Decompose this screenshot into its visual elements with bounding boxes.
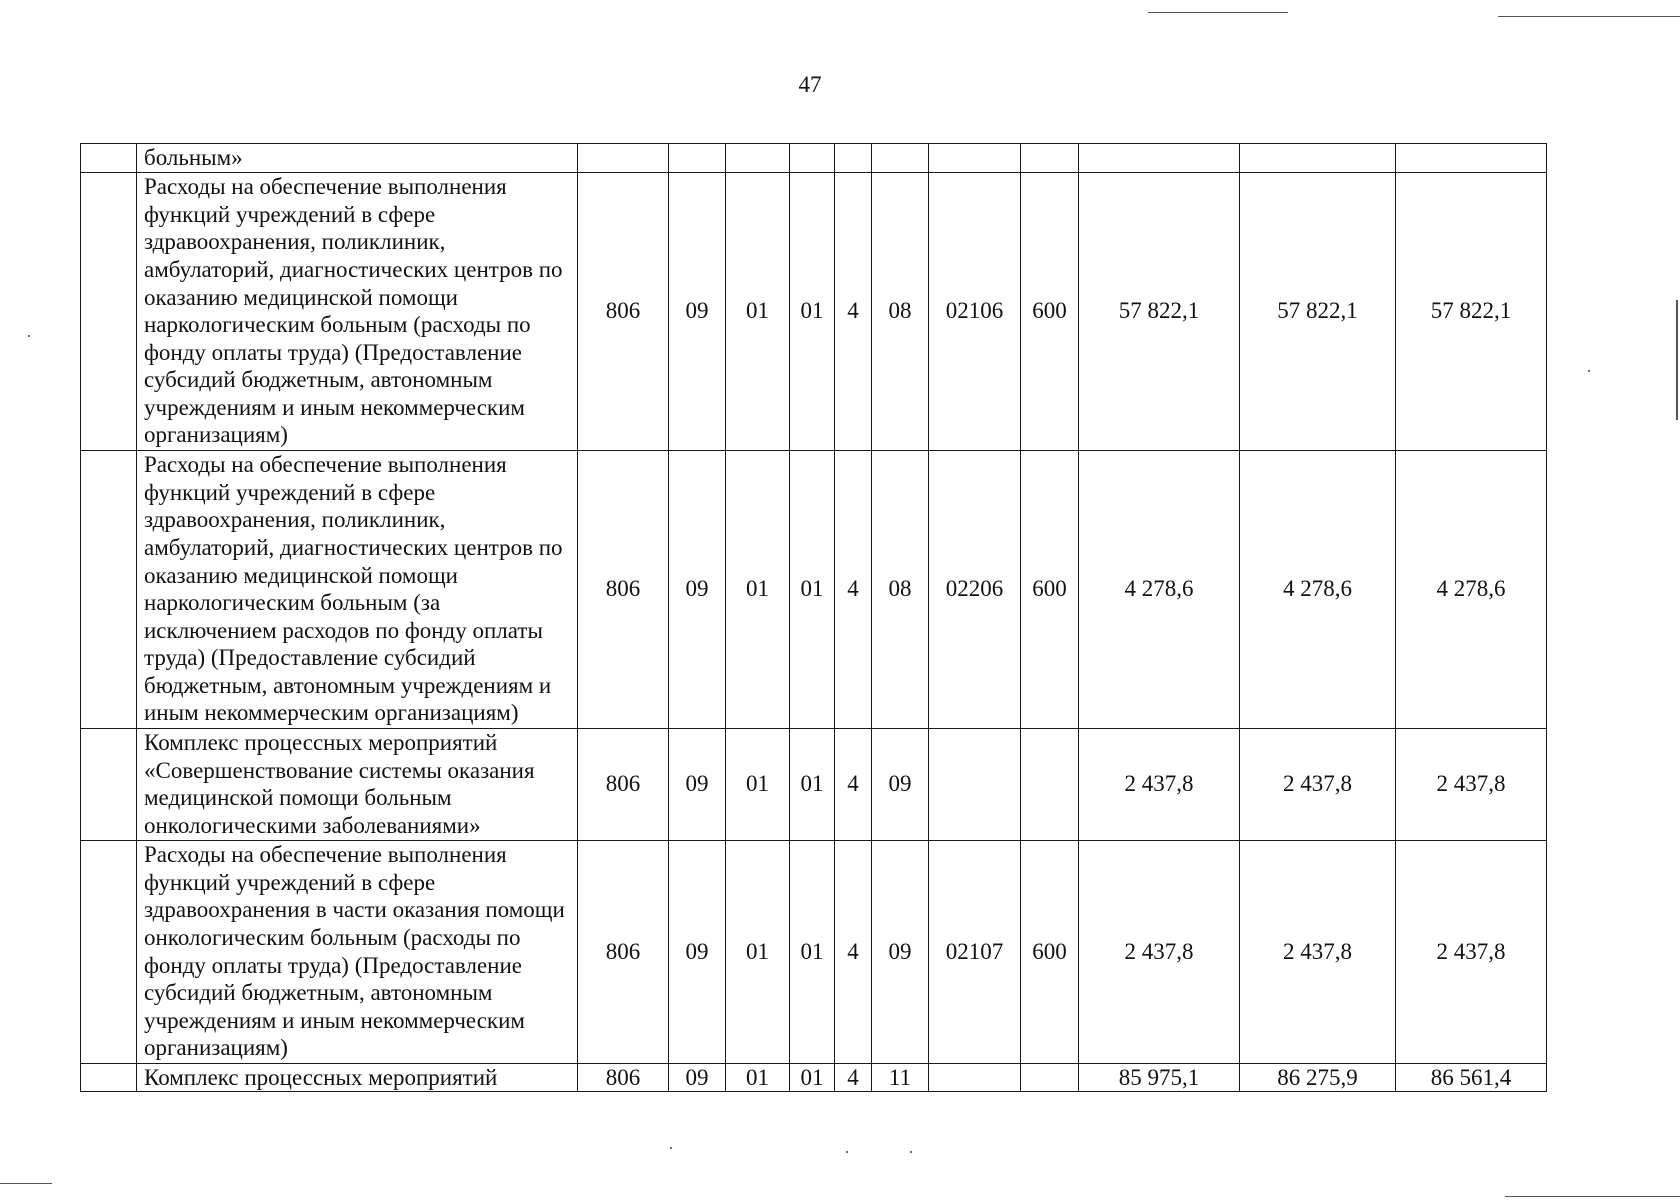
code-type: 4 bbox=[835, 840, 872, 1063]
row-number-cell bbox=[81, 144, 137, 173]
scan-artifact-dot bbox=[1588, 370, 1590, 372]
table-row bbox=[81, 172, 1547, 450]
amount-year-1: 4 278,6 bbox=[1079, 450, 1240, 728]
code-program: 01 bbox=[790, 840, 835, 1063]
code-type bbox=[835, 144, 872, 173]
table-row bbox=[81, 840, 1547, 1063]
code-ministry bbox=[578, 144, 669, 173]
code-type: 4 bbox=[835, 450, 872, 728]
row-number-cell bbox=[81, 450, 137, 728]
scan-artifact-line bbox=[0, 1183, 52, 1184]
amount-year-2: 86 275,9 bbox=[1240, 1063, 1396, 1092]
amount-year-3: 86 561,4 bbox=[1396, 1063, 1547, 1092]
code-section: 09 bbox=[669, 172, 726, 450]
code-direction bbox=[929, 728, 1021, 840]
amount-year-3: 4 278,6 bbox=[1396, 450, 1547, 728]
code-expense-type: 600 bbox=[1021, 840, 1079, 1063]
code-structural bbox=[872, 144, 929, 173]
scan-artifact-line bbox=[1498, 16, 1680, 17]
code-section: 09 bbox=[669, 840, 726, 1063]
row-description: Расходы на обеспечение выполнения функций учреждений в сфере здравоохранения в части оказания помощи онкологическим больным (расходы по фонду оплаты труда) (Предоставление субсидий бюджетным, автономным учреждениям и иным некоммерческим организациям) bbox=[137, 840, 578, 1063]
amount-year-2: 2 437,8 bbox=[1240, 728, 1396, 840]
code-ministry: 806 bbox=[578, 172, 669, 450]
budget-table bbox=[80, 143, 1547, 1092]
scan-artifact-dot bbox=[670, 1147, 672, 1149]
code-expense-type bbox=[1021, 144, 1079, 173]
code-program: 01 bbox=[790, 450, 835, 728]
table-row bbox=[81, 144, 1547, 173]
code-expense-type bbox=[1021, 1063, 1079, 1092]
amount-year-2: 2 437,8 bbox=[1240, 840, 1396, 1063]
amount-year-1: 2 437,8 bbox=[1079, 840, 1240, 1063]
code-subsection: 01 bbox=[726, 172, 790, 450]
code-type: 4 bbox=[835, 172, 872, 450]
code-ministry: 806 bbox=[578, 1063, 669, 1092]
amount-year-1: 57 822,1 bbox=[1079, 172, 1240, 450]
code-structural: 09 bbox=[872, 728, 929, 840]
code-section: 09 bbox=[669, 1063, 726, 1092]
code-type: 4 bbox=[835, 728, 872, 840]
code-subsection: 01 bbox=[726, 840, 790, 1063]
code-direction bbox=[929, 144, 1021, 173]
row-number-cell bbox=[81, 1063, 137, 1092]
code-section bbox=[669, 144, 726, 173]
scan-artifact-dot bbox=[910, 1151, 912, 1153]
table-row bbox=[81, 728, 1547, 840]
amount-year-2 bbox=[1240, 144, 1396, 173]
code-expense-type: 600 bbox=[1021, 172, 1079, 450]
code-type: 4 bbox=[835, 1063, 872, 1092]
code-direction: 02107 bbox=[929, 840, 1021, 1063]
amount-year-3: 2 437,8 bbox=[1396, 840, 1547, 1063]
code-direction: 02206 bbox=[929, 450, 1021, 728]
code-expense-type: 600 bbox=[1021, 450, 1079, 728]
code-expense-type bbox=[1021, 728, 1079, 840]
row-number-cell bbox=[81, 840, 137, 1063]
amount-year-1: 85 975,1 bbox=[1079, 1063, 1240, 1092]
code-section: 09 bbox=[669, 450, 726, 728]
amount-year-2: 57 822,1 bbox=[1240, 172, 1396, 450]
amount-year-3: 2 437,8 bbox=[1396, 728, 1547, 840]
code-program bbox=[790, 144, 835, 173]
scan-artifact-line bbox=[1148, 12, 1288, 13]
amount-year-1: 2 437,8 bbox=[1079, 728, 1240, 840]
row-description: Расходы на обеспечение выполнения функций учреждений в сфере здравоохранения, поликлиник, амбулаторий, диагностических центров по оказанию медицинской помощи наркологическим больным (расходы по фонду оплаты труда) (Предоставление субсидий бюджетным, автономным учреждениям и иным некоммерческим организациям) bbox=[137, 172, 578, 450]
code-subsection bbox=[726, 144, 790, 173]
amount-year-3 bbox=[1396, 144, 1547, 173]
code-subsection: 01 bbox=[726, 728, 790, 840]
row-number-cell bbox=[81, 172, 137, 450]
scan-artifact-dot bbox=[846, 1151, 848, 1153]
scan-artifact-line bbox=[1505, 1196, 1680, 1197]
amount-year-3: 57 822,1 bbox=[1396, 172, 1547, 450]
row-description: Комплекс процессных мероприятий «Совершенствование системы оказания медицинской помощи больным онкологическими заболеваниями» bbox=[137, 728, 578, 840]
code-program: 01 bbox=[790, 172, 835, 450]
code-structural: 09 bbox=[872, 840, 929, 1063]
code-ministry: 806 bbox=[578, 728, 669, 840]
code-program: 01 bbox=[790, 728, 835, 840]
code-subsection: 01 bbox=[726, 1063, 790, 1092]
amount-year-1 bbox=[1079, 144, 1240, 173]
table-row bbox=[81, 1063, 1547, 1092]
row-description: больным» bbox=[137, 144, 578, 173]
row-description: Расходы на обеспечение выполнения функций учреждений в сфере здравоохранения, поликлиник, амбулаторий, диагностических центров по оказанию медицинской помощи наркологическим больным (за исключением расходов по фонду оплаты труда) (Предоставление субсидий бюджетным, автономным учреждениям и иным некоммерческим организациям) bbox=[137, 450, 578, 728]
row-description: Комплекс процессных мероприятий bbox=[137, 1063, 578, 1092]
code-structural: 08 bbox=[872, 450, 929, 728]
scan-artifact-dot bbox=[28, 335, 30, 337]
code-program: 01 bbox=[790, 1063, 835, 1092]
code-direction: 02106 bbox=[929, 172, 1021, 450]
row-number-cell bbox=[81, 728, 137, 840]
amount-year-2: 4 278,6 bbox=[1240, 450, 1396, 728]
code-ministry: 806 bbox=[578, 450, 669, 728]
table-body bbox=[81, 144, 1547, 1092]
code-direction bbox=[929, 1063, 1021, 1092]
code-subsection: 01 bbox=[726, 450, 790, 728]
code-structural: 11 bbox=[872, 1063, 929, 1092]
table-row bbox=[81, 450, 1547, 728]
code-ministry: 806 bbox=[578, 840, 669, 1063]
code-section: 09 bbox=[669, 728, 726, 840]
page-number: 47 bbox=[798, 72, 822, 97]
code-structural: 08 bbox=[872, 172, 929, 450]
scan-artifact-line bbox=[1676, 300, 1678, 420]
